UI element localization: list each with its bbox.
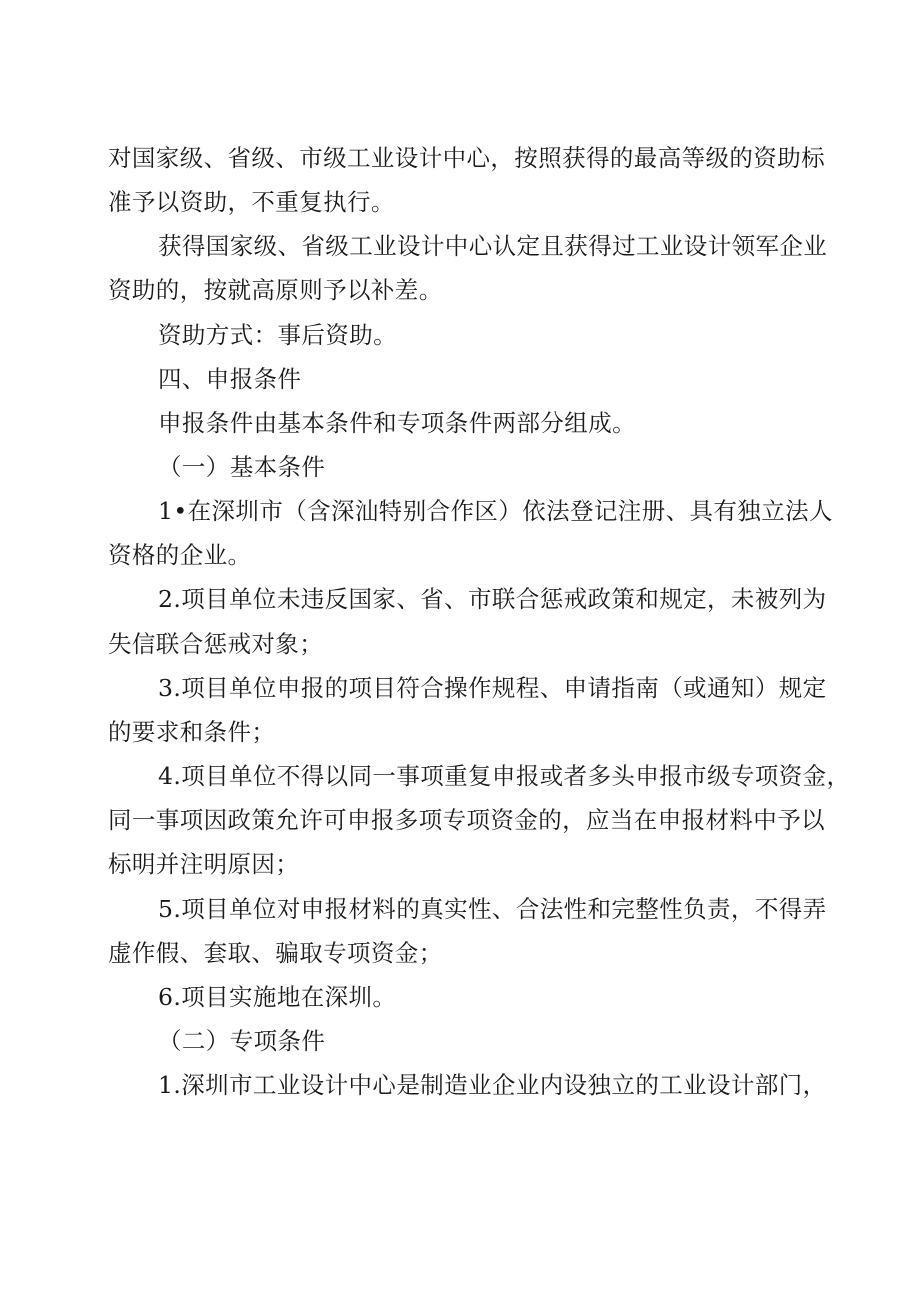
list-item-text: 标明并注明原因； — [108, 850, 300, 878]
list-item-text: 失信联合惩戒对象； — [108, 630, 324, 658]
list-item-text: 5.项目单位对申报材料的真实性、合法性和完整性负责，不得弄 — [158, 895, 827, 923]
section-heading: 四、申报条件 — [158, 365, 302, 393]
body-text-line: 准予以资助，不重复执行。 — [108, 188, 395, 216]
list-item-text: 6.项目实施地在深圳。 — [158, 983, 397, 1011]
body-text-line: 资助方式：事后资助。 — [158, 321, 397, 349]
list-item-text: 虚作假、套取、骗取专项资金； — [108, 939, 443, 967]
body-text-line: 对国家级、省级、市级工业设计中心，按照获得的最高等级的资助标 — [108, 144, 825, 172]
list-item-text: 3.项目单位申报的项目符合操作规程、申请指南（或通知）规定 — [158, 674, 827, 702]
list-item-text: 资格的企业。 — [108, 541, 252, 569]
list-item-text: 4.项目单位不得以同一事项重复申报或者多头申报市级专项资金， — [158, 762, 851, 790]
list-item-text: 同一事项因政策允许可申报多项专项资金的，应当在申报材料中予以 — [108, 806, 825, 834]
list-item-text: 的要求和条件； — [108, 718, 276, 746]
body-text-line: 资助的，按就高原则予以补差。 — [108, 276, 443, 304]
body-text-line: 获得国家级、省级工业设计中心认定且获得过工业设计领军企业 — [158, 232, 828, 260]
list-item-text: 1•在深圳市（含深汕特别合作区）依法登记注册、具有独立法人 — [158, 497, 833, 525]
subsection-heading: （一）基本条件 — [158, 453, 326, 481]
list-item-text: 1.深圳市工业设计中心是制造业企业内设独立的工业设计部门， — [158, 1071, 827, 1099]
subsection-heading: （二）专项条件 — [158, 1027, 326, 1055]
list-item-text: 2.项目单位未违反国家、省、市联合惩戒政策和规定，未被列为 — [158, 585, 827, 613]
body-text-line: 申报条件由基本条件和专项条件两部分组成。 — [158, 409, 636, 437]
